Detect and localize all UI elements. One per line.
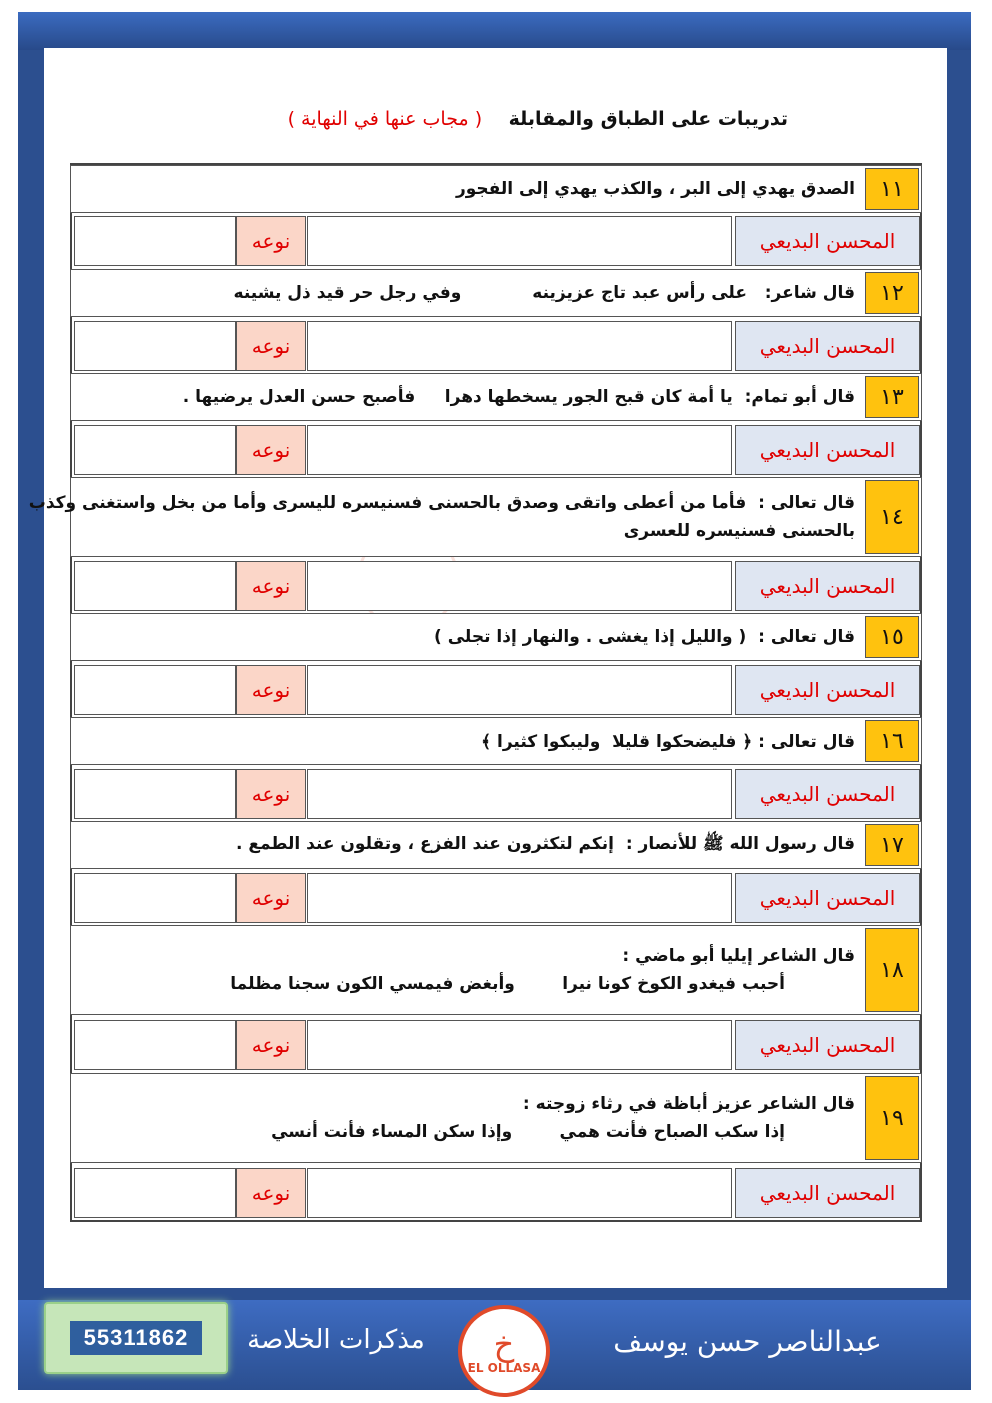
type-answer-field[interactable] (74, 873, 236, 923)
type-label: نوعه (236, 665, 306, 715)
type-label: نوعه (236, 769, 306, 819)
logo-letter: خ (493, 1325, 515, 1363)
device-answer-field[interactable] (307, 873, 732, 923)
answer-label: المحسن البديعي (735, 425, 920, 475)
type-answer-field[interactable] (74, 216, 236, 266)
question-number: ١٩ (865, 1076, 919, 1160)
type-answer-field[interactable] (74, 321, 236, 371)
type-label: نوعه (236, 873, 306, 923)
answer-row (70, 1165, 922, 1221)
question-number: ١٢ (865, 272, 919, 314)
question-text (77, 822, 855, 868)
question-row (70, 821, 922, 869)
phone-badge (44, 1302, 228, 1374)
question-line: قال رسول الله ﷺ للأنصار : إنكم لتكثرون عند الفزع ، وتقلون عند الطمع . (236, 833, 855, 854)
device-answer-field[interactable] (307, 321, 732, 371)
answer-label: المحسن البديعي (735, 665, 920, 715)
question-number: ١١ (865, 168, 919, 210)
type-label: نوعه (236, 321, 306, 371)
device-answer-field[interactable] (307, 769, 732, 819)
question-line: قال الشاعر عزيز أباظة في رثاء زوجته : (522, 1094, 855, 1114)
question-text (77, 270, 855, 316)
logo-text: EL OLLASA (467, 1361, 541, 1375)
question-row (28, 477, 922, 557)
answer-row (70, 1017, 922, 1073)
question-row (70, 1073, 922, 1163)
question-number: ١٨ (865, 928, 919, 1012)
answer-row (70, 766, 922, 822)
device-answer-field[interactable] (307, 1020, 732, 1070)
answer-label: المحسن البديعي (735, 561, 920, 611)
question-row (70, 925, 922, 1015)
question-line: قال تعالى : ﴿ فليضحكوا قليلا وليبكوا كثيرا ﴾ (481, 731, 855, 752)
answer-label: المحسن البديعي (735, 1168, 920, 1218)
question-text (77, 926, 855, 1014)
type-answer-field[interactable] (74, 561, 236, 611)
type-label: نوعه (236, 425, 306, 475)
type-label: نوعه (236, 1168, 306, 1218)
question-text (77, 1074, 855, 1162)
type-answer-field[interactable] (74, 425, 236, 475)
question-line: بالحسنى فسنيسره للعسرى (623, 521, 855, 541)
question-number: ١٦ (865, 720, 919, 762)
type-answer-field[interactable] (74, 1020, 236, 1070)
question-text (77, 718, 855, 764)
answer-row (70, 422, 922, 478)
device-answer-field[interactable] (307, 425, 732, 475)
title-text: تدريبات على الطباق والمقابلة (508, 108, 788, 130)
answer-row (70, 870, 922, 926)
question-text (28, 478, 855, 556)
answer-row (70, 318, 922, 374)
type-answer-field[interactable] (74, 769, 236, 819)
answer-row (70, 558, 922, 614)
page-frame-top (18, 12, 971, 50)
question-line: أحبب فيغدو الكوخ كونا نيرا وأبغض فيمسي الكون سجنا مظلما (230, 974, 785, 994)
page-title (60, 108, 788, 130)
question-number: ١٣ (865, 376, 919, 418)
question-line: قال تعالى : فأما من أعطى واتقى وصدق بالحسنى فسنيسره لليسرى وأما من بخل واستغنى وكذب (28, 493, 855, 513)
question-line: قال الشاعر إيليا أبو ماضي : (622, 946, 855, 966)
question-row (70, 717, 922, 765)
device-answer-field[interactable] (307, 561, 732, 611)
answer-label: المحسن البديعي (735, 216, 920, 266)
question-line: قال تعالى : ( والليل إذا يغشى . والنهار إذا تجلى ) (434, 627, 855, 647)
device-answer-field[interactable] (307, 1168, 732, 1218)
question-text (77, 374, 855, 420)
type-label: نوعه (236, 561, 306, 611)
answer-row (70, 662, 922, 718)
answer-label: المحسن البديعي (735, 321, 920, 371)
question-number: ١٤ (865, 480, 919, 554)
question-line: الصدق يهدي إلى البر ، والكذب يهدي إلى الفجور (455, 179, 855, 199)
question-number: ١٥ (865, 616, 919, 658)
answer-label: المحسن البديعي (735, 873, 920, 923)
question-text (77, 166, 855, 212)
question-text (77, 614, 855, 660)
device-answer-field[interactable] (307, 665, 732, 715)
title-subtitle: ( مجاب عنها في النهاية ) (287, 108, 483, 130)
answer-row (70, 213, 922, 269)
question-line: قال شاعر: على رأس عبد تاج عزيزينه وفي رجل حر قيد ذل يشينه (233, 283, 855, 303)
phone-number: 55311862 (70, 1321, 203, 1355)
question-line: إذا سكب الصباح فأنت همي وإذا سكن المساء فأنت أنسي (271, 1122, 785, 1142)
question-row (70, 613, 922, 661)
device-answer-field[interactable] (307, 216, 732, 266)
brand-name: مذكرات الخلاصة (247, 1325, 425, 1355)
type-answer-field[interactable] (74, 1168, 236, 1218)
brand-logo (458, 1305, 550, 1397)
type-label: نوعه (236, 216, 306, 266)
type-label: نوعه (236, 1020, 306, 1070)
answer-label: المحسن البديعي (735, 769, 920, 819)
author-name: عبدالناصر حسن يوسف (613, 1325, 882, 1358)
answer-label: المحسن البديعي (735, 1020, 920, 1070)
type-answer-field[interactable] (74, 665, 236, 715)
question-row (70, 269, 922, 317)
question-row (70, 373, 922, 421)
question-number: ١٧ (865, 824, 919, 866)
question-row (70, 165, 922, 213)
question-line: قال أبو تمام: يا أمة كان قبح الجور يسخطها دهرا فأصبح حسن العدل يرضيها . (182, 387, 855, 407)
